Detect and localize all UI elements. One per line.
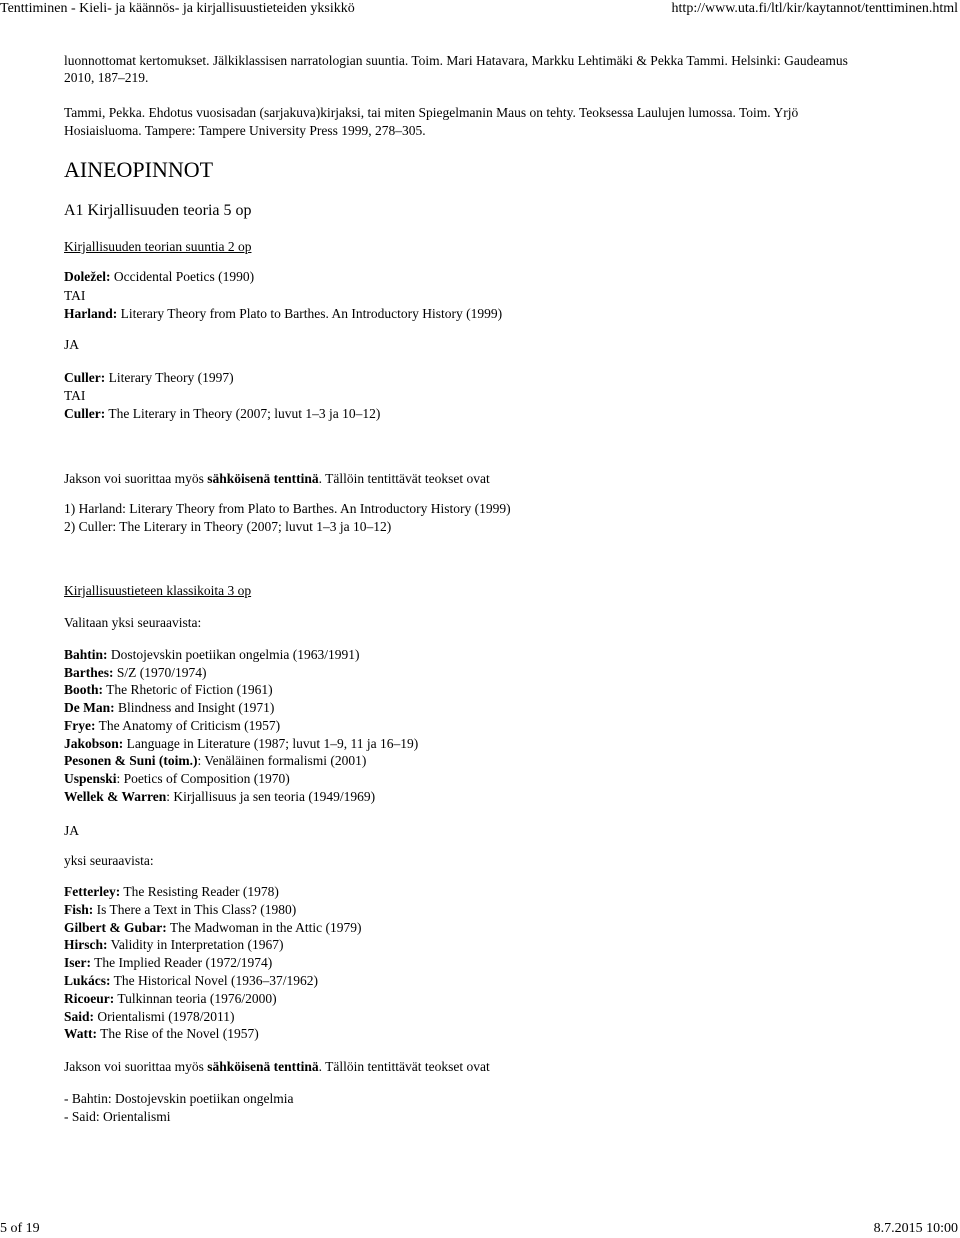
list-item-title: Occidental Poetics (1990) <box>110 269 255 284</box>
list-separator: JA <box>64 823 80 838</box>
reference-line: Tammi, Pekka. Ehdotus vuosisadan (sarjakuva)kirjaksi, tai miten Spiegelmanin Maus on tehty. Teoksessa Laulujen lumossa. Toim. Yrjö <box>64 105 799 120</box>
list-item-title: The Rhetoric of Fiction (1961) <box>103 682 273 697</box>
section-heading: AINEOPINNOT <box>64 157 214 182</box>
list-item-title: Dostojevskin poetiikan ongelmia (1963/1991) <box>107 647 360 662</box>
list-item-author: De Man: <box>64 700 115 715</box>
list-item-title: Is There a Text in This Class? (1980) <box>93 902 297 917</box>
list-separator: TAI <box>64 388 86 403</box>
list-item <box>64 1025 259 1043</box>
list-item-author: Uspenski <box>64 771 117 786</box>
list-item <box>64 735 418 753</box>
electronic-exam-note: Jakson voi suorittaa myös sähköisenä tenttinä. Tällöin tentittävät teokset ovat <box>64 1059 490 1074</box>
list-item <box>64 369 234 387</box>
list-item-title: S/Z (1970/1974) <box>113 665 207 680</box>
exam-item: - Said: Orientalismi <box>64 1109 171 1124</box>
exam-item: 2) Culler: The Literary in Theory (2007; luvut 1–3 ja 10–12) <box>64 519 392 534</box>
list-item-title: Literary Theory (1997) <box>105 370 234 385</box>
list-item-author: Harland: <box>64 306 118 321</box>
reference-line: Hosiaisluoma. Tampere: Tampere University Press 1999, 278–305. <box>64 123 426 138</box>
list-item-author: Fish: <box>64 902 94 917</box>
list-item <box>64 770 290 788</box>
list-item-author: Bahtin: <box>64 647 108 662</box>
module-heading: A1 Kirjallisuuden teoria 5 op <box>64 202 252 219</box>
list-item <box>64 752 366 770</box>
page-header-url: http://www.uta.fi/ltl/kir/kaytannot/tenttiminen.html <box>671 1 958 16</box>
subsection-heading: Kirjallisuustieteen klassikoita 3 op <box>64 583 252 598</box>
reference-line: 2010, 187–219. <box>64 70 149 85</box>
list-item <box>64 990 277 1008</box>
list-item-author: Booth: <box>64 682 104 697</box>
list-item <box>64 305 502 323</box>
print-datetime: 8.7.2015 10:00 <box>873 1221 958 1236</box>
list-item-author: Pesonen & Suni (toim.) <box>64 753 198 768</box>
list-item-title: Orientalismi (1978/2011) <box>94 1009 235 1024</box>
list-item <box>64 1008 235 1026</box>
list-separator: JA <box>64 337 80 352</box>
list-item-title: : Poetics of Composition (1970) <box>116 771 290 786</box>
exam-item: 1) Harland: Literary Theory from Plato to Barthes. An Introductory History (1999) <box>64 501 511 516</box>
list-item-author: Fetterley: <box>64 884 121 899</box>
list-item <box>64 954 272 972</box>
list-item-title: The Madwoman in the Attic (1979) <box>166 920 362 935</box>
list-item-author: Hirsch: <box>64 937 108 952</box>
list-item <box>64 405 380 423</box>
list-item <box>64 681 273 699</box>
list-item-author: Gilbert & Gubar: <box>64 920 167 935</box>
list-item-title: : Kirjallisuus ja sen teoria (1949/1969) <box>166 789 376 804</box>
list-item-author: Doležel: <box>64 269 111 284</box>
instruction-text: yksi seuraavista: <box>64 853 154 868</box>
list-item-title: Blindness and Insight (1971) <box>114 700 275 715</box>
list-item-title: The Resisting Reader (1978) <box>120 884 279 899</box>
list-item <box>64 699 274 717</box>
list-item-title: The Rise of the Novel (1957) <box>97 1026 259 1041</box>
list-item-author: Ricoeur: <box>64 991 115 1006</box>
list-item <box>64 919 361 937</box>
list-item-author: Culler: <box>64 406 106 421</box>
list-item-author: Jakobson: <box>64 736 124 751</box>
list-item <box>64 664 207 682</box>
list-item-title: The Literary in Theory (2007; luvut 1–3 ja 10–12) <box>105 406 381 421</box>
list-item-title: : Venäläinen formalismi (2001) <box>197 753 367 768</box>
list-item-author: Barthes: <box>64 665 114 680</box>
list-item <box>64 268 254 286</box>
list-item-title: Literary Theory from Plato to Barthes. An Introductory History (1999) <box>117 306 503 321</box>
list-item-author: Culler: <box>64 370 106 385</box>
list-item <box>64 717 280 735</box>
list-item-title: Tulkinnan teoria (1976/2000) <box>114 991 277 1006</box>
list-item-title: The Historical Novel (1936–37/1962) <box>110 973 318 988</box>
list-item-author: Wellek & Warren <box>64 789 167 804</box>
reference-line: luonnottomat kertomukset. Jälkiklassisen narratologian suuntia. Toim. Mari Hatavara, Markku Lehtimäki & Pekka Tammi. Helsinki: Gaudeamus <box>64 53 848 68</box>
list-item <box>64 936 283 954</box>
list-item-title: The Anatomy of Criticism (1957) <box>95 718 281 733</box>
list-item <box>64 883 279 901</box>
page-header-title: Tenttiminen - Kieli- ja käännös- ja kirjallisuustieteiden yksikkö <box>0 1 355 16</box>
list-item <box>64 788 375 806</box>
page-number: 5 of 19 <box>0 1221 40 1236</box>
list-item <box>64 972 318 990</box>
instruction-text: Valitaan yksi seuraavista: <box>64 615 202 630</box>
list-item-author: Lukács: <box>64 973 111 988</box>
list-item <box>64 646 359 664</box>
list-item-author: Iser: <box>64 955 91 970</box>
list-separator: TAI <box>64 288 86 303</box>
list-item-author: Said: <box>64 1009 95 1024</box>
electronic-exam-note: Jakson voi suorittaa myös sähköisenä tenttinä. Tällöin tentittävät teokset ovat <box>64 471 490 486</box>
list-item-author: Frye: <box>64 718 96 733</box>
exam-item: - Bahtin: Dostojevskin poetiikan ongelmia <box>64 1091 294 1106</box>
list-item-title: The Implied Reader (1972/1974) <box>91 955 273 970</box>
list-item-title: Language in Literature (1987; luvut 1–9, 11 ja 16–19) <box>123 736 419 751</box>
list-item-author: Watt: <box>64 1026 97 1041</box>
list-item-title: Validity in Interpretation (1967) <box>107 937 284 952</box>
subsection-heading: Kirjallisuuden teorian suuntia 2 op <box>64 239 252 254</box>
list-item <box>64 901 296 919</box>
